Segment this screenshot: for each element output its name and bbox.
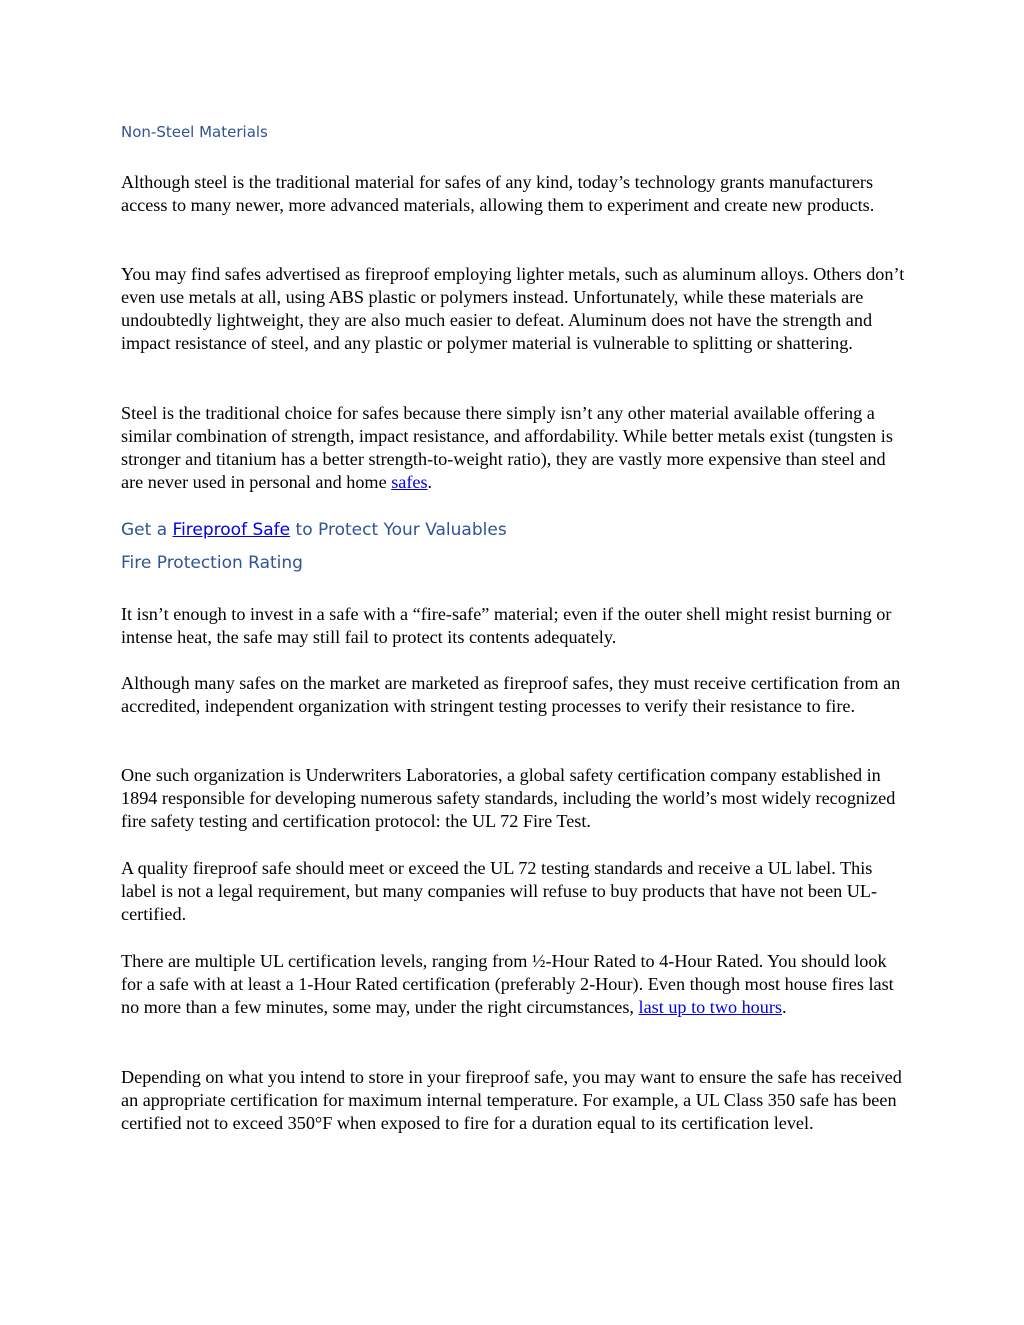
fireproof-safe-link[interactable]: Fireproof Safe — [172, 520, 291, 540]
paragraph-ul-levels-end: . — [782, 997, 787, 1018]
paragraph-certification: Although many safes on the market are marketed as fireproof safes, they must receive certification from an accredited, independent organization with stringent testing processes to verify their resistance to fire. — [121, 673, 901, 717]
paragraph-ul-levels — [121, 950, 911, 1019]
paragraph-steel-choice-text: Steel is the traditional choice for safes because there simply isn’t any other material available offering a similar combination of strength, impact resistance, and affordability. While better metals exist (tungsten is stronger and titanium has a better strength-to-weight ratio), they are vastly more expensive than steel and are never used in personal and home — [121, 403, 893, 493]
paragraph-internal-temperature: Depending on what you intend to store in your fireproof safe, you may want to ensure the safe has received an appropriate certification for maximum internal temperature. For example, a UL Class 350 safe has been certified not to exceed 350°F when exposed to fire for a duration equal to its certification level. — [121, 1067, 902, 1134]
heading-fire-protection-rating: Fire Protection Rating — [121, 553, 303, 573]
heading-get-fireproof-safe — [121, 518, 507, 542]
heading-non-steel-materials: Non-Steel Materials — [121, 123, 268, 141]
paragraph-lighter-metals: You may find safes advertised as fireproof employing lighter metals, such as aluminum alloys. Others don’t even use metals at all, using ABS plastic or polymers instead. Unfortunately, while these materials are undoubtedly lightweight, they are also much easier to defeat. Aluminum does not have the strength and impact resistance of steel, and any plastic or polymer material is vulnerable to splitting or shattering. — [121, 264, 905, 354]
paragraph-fire-safe-material: It isn’t enough to invest in a safe with a “fire-safe” material; even if the outer shell might resist burning or intense heat, the safe may still fail to protect its contents adequately. — [121, 604, 892, 648]
heading-get-suffix: to Protect Your Valuables — [290, 520, 507, 540]
paragraph-ul-72-standards: A quality fireproof safe should meet or exceed the UL 72 testing standards and receive a UL label. This label is not a legal requirement, but many companies will refuse to buy products that have not been UL-certified. — [121, 858, 878, 925]
heading-get-prefix: Get a — [121, 520, 173, 540]
paragraph-underwriters-laboratories: One such organization is Underwriters Laboratories, a global safety certification company established in 1894 responsible for developing numerous safety standards, including the world’s most widely recognized fire safety testing and certification protocol: the UL 72 Fire Test. — [121, 765, 896, 832]
paragraph-steel-tradition: Although steel is the traditional material for safes of any kind, today’s technology grants manufacturers access to many newer, more advanced materials, allowing them to experiment and create new products. — [121, 172, 875, 216]
last-up-to-two-hours-link[interactable]: last up to two hours — [638, 997, 783, 1018]
paragraph-ul-levels-text: There are multiple UL certification levels, ranging from ½-Hour Rated to 4-Hour Rated. You should look for a safe with at least a 1-Hour Rated certification (preferably 2-Hour). Even though most house fires last no more than a few minutes, some may, under the right circumstances, — [121, 951, 894, 1018]
paragraph-steel-choice-end: . — [427, 472, 433, 493]
safes-link[interactable]: safes — [391, 472, 428, 493]
paragraph-steel-choice — [121, 402, 911, 494]
